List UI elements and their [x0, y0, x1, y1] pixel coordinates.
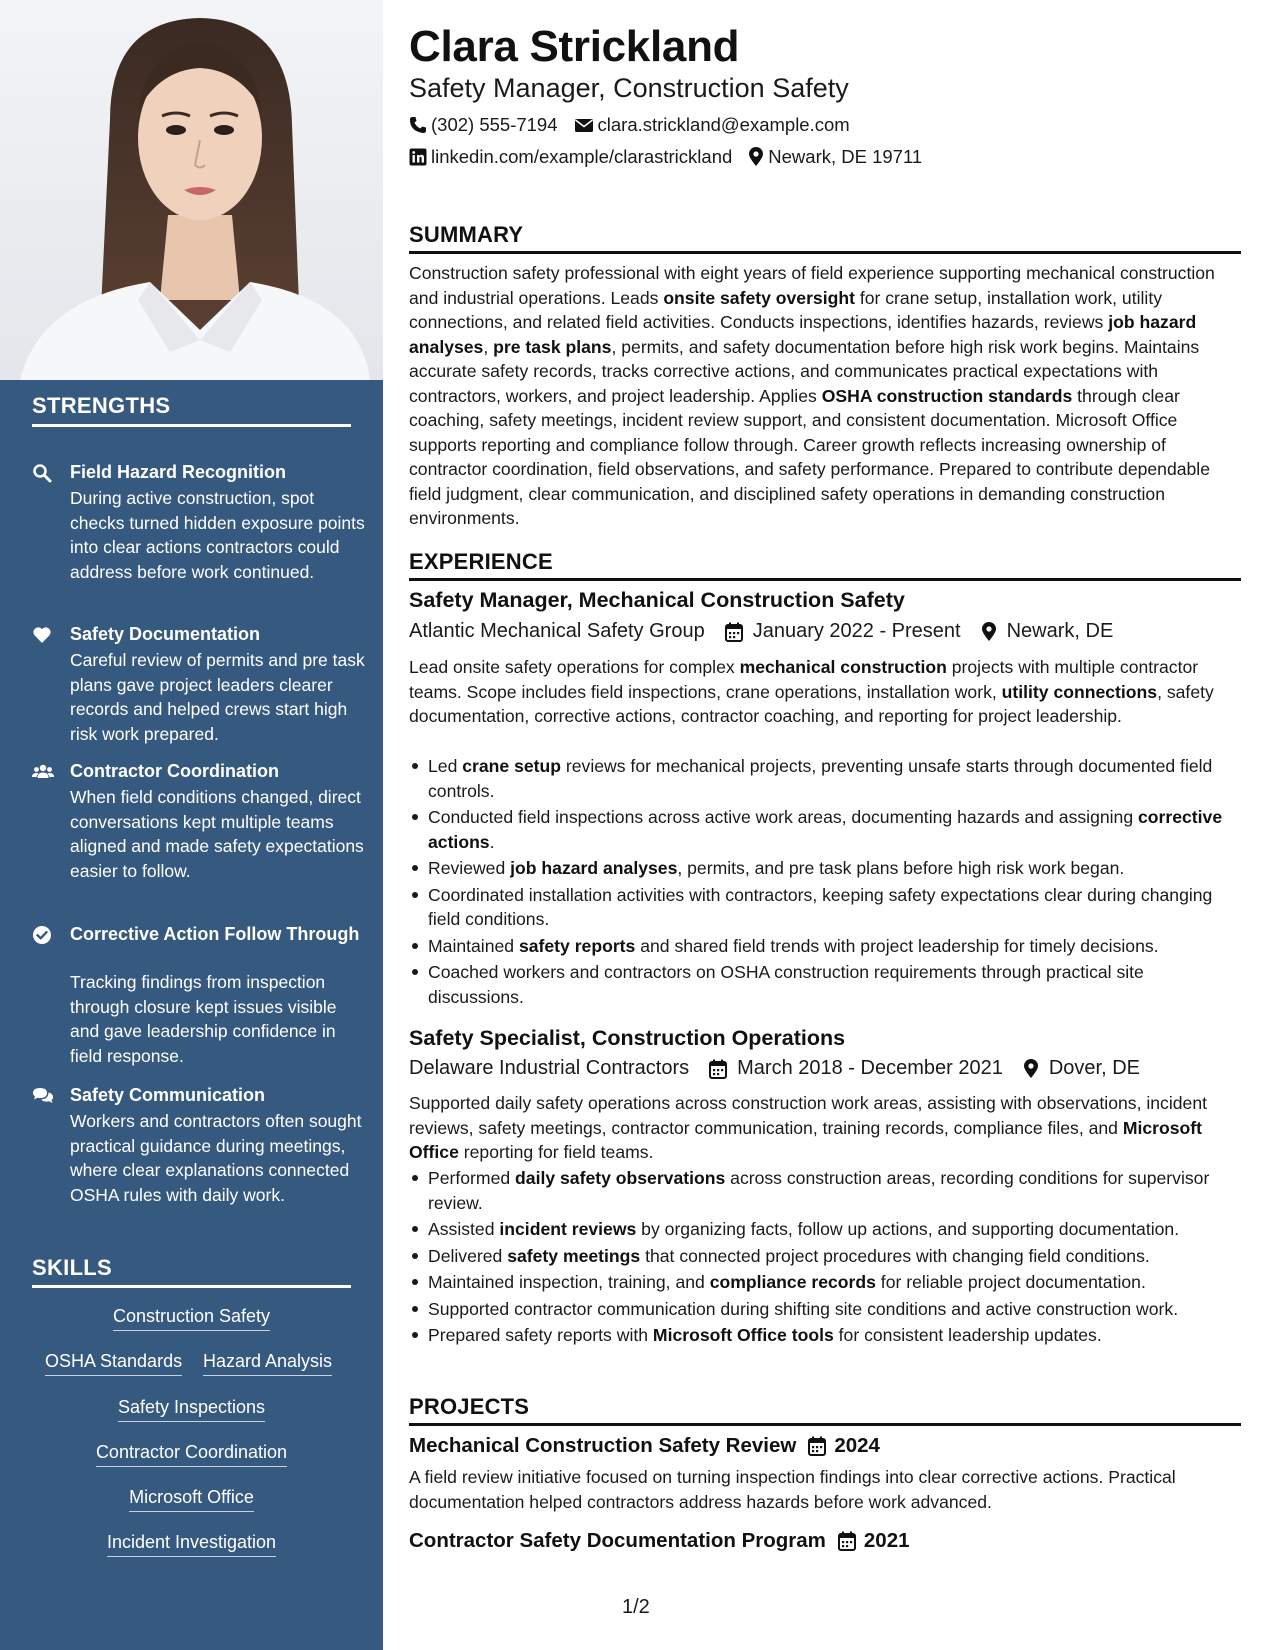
- calendar-icon: [838, 1531, 856, 1551]
- strength-title: Field Hazard Recognition: [70, 462, 287, 482]
- bullet-item: Coached workers and contractors on OSHA construction requirements through practical site discussions.: [409, 960, 1241, 1009]
- projects-divider: [409, 1423, 1241, 1426]
- bullet-item: Performed daily safety observations across construction areas, recording conditions for supervisor review.: [409, 1166, 1241, 1215]
- calendar-icon: [725, 622, 743, 642]
- project-title: Contractor Safety Documentation Program 2021: [409, 1529, 910, 1552]
- heart-icon: [32, 625, 54, 647]
- calendar-icon: [709, 1059, 727, 1079]
- job-location: Dover, DE: [1023, 1057, 1140, 1080]
- skills-heading: SKILLS: [32, 1255, 113, 1280]
- candidate-name: Clara Strickland: [409, 22, 740, 71]
- job-company: Delaware Industrial Contractors: [409, 1057, 690, 1079]
- contact-row-1: [409, 114, 866, 136]
- bullet-item: Assisted incident reviews by organizing facts, follow up actions, and supporting documentation.: [409, 1217, 1241, 1242]
- job-dates: January 2022 - Present: [725, 620, 961, 643]
- check-circle-icon: [32, 925, 54, 947]
- bullet-item: Led crane setup reviews for mechanical projects, preventing unsafe starts through documented field controls.: [409, 754, 1241, 803]
- linkedin-contact[interactable]: linkedin.com/example/clarastrickland: [409, 146, 732, 168]
- experience-heading: EXPERIENCE: [409, 549, 553, 574]
- skill-tag: Incident Investigation: [0, 1530, 383, 1557]
- page-number: 1/2: [622, 1596, 650, 1618]
- bullet-item: Maintained inspection, training, and compliance records for reliable project documentation.: [409, 1270, 1241, 1295]
- contact-row-2: [409, 146, 938, 168]
- map-pin-icon: [748, 147, 764, 167]
- job-dates: March 2018 - December 2021: [709, 1057, 1003, 1080]
- strength-description: Workers and contractors often sought practical guidance during meetings, where clear explanations connected OSHA rules with daily work.: [70, 1111, 362, 1205]
- summary-text: Construction safety professional with eight years of field experience supporting mechanical construction and industrial operations. Leads onsite safety oversight for crane setup, installation work, utility connections, and related field activities. Conducts inspections, identifies hazards, reviews job hazard analyses, pre task plans, permits, and safety documentation before high risk work begins. Maintains accurate safety records, tracks corrective actions, and communicates practical expectations with contractors, workers, and project leadership. Applies OSHA construction standards through clear coaching, safety meetings, incident review support, and consistent documentation. Microsoft Office supports reporting and compliance follow through. Career growth reflects increasing ownership of contractor coordination, field observations, and safety performance. Prepared to contribute dependable field judgment, clear communication, and disciplined safety operations in demanding construction environments.: [409, 263, 1215, 528]
- summary-divider: [409, 251, 1241, 254]
- job-bullets: [409, 1166, 1241, 1350]
- bullet-item: Maintained safety reports and shared field trends with project leadership for timely decisions.: [409, 934, 1241, 959]
- job-meta: [409, 1057, 1160, 1080]
- phone-contact[interactable]: (302) 555-7194: [409, 114, 558, 136]
- strength-description: During active construction, spot checks turned hidden exposure points into clear actions contractors could address before work continued.: [70, 488, 365, 582]
- job-description: Lead onsite safety operations for complex mechanical construction projects with multiple contractor teams. Scope includes field inspections, crane operations, installation work, utility connections, safety documentation, corrective actions, contractor coaching, and reporting for project leadership.: [409, 657, 1214, 726]
- project-title: Mechanical Construction Safety Review 2024: [409, 1434, 880, 1457]
- strength-title: Corrective Action Follow Through: [70, 924, 360, 944]
- main-content: [409, 0, 1241, 1650]
- skill-tag: Contractor Coordination: [0, 1440, 383, 1467]
- calendar-icon: [808, 1436, 826, 1456]
- summary-heading: SUMMARY: [409, 222, 524, 247]
- candidate-role: Safety Manager, Construction Safety: [409, 73, 849, 103]
- strength-description: When field conditions changed, direct conversations kept multiple teams aligned and made safety expectations easier to follow.: [70, 787, 364, 881]
- strength-title: Safety Communication: [70, 1085, 266, 1105]
- job-title: Safety Manager, Mechanical Construction Safety: [409, 588, 905, 612]
- bullet-item: Supported contractor communication during shifting site conditions and active construction work.: [409, 1297, 1241, 1322]
- bullet-item: Conducted field inspections across active work areas, documenting hazards and assigning corrective actions.: [409, 805, 1241, 854]
- users-icon: [32, 762, 54, 784]
- map-pin-icon: [981, 622, 997, 642]
- strength-description: Careful review of permits and pre task plans gave project leaders clearer records and helped crews start high risk work prepared.: [70, 650, 365, 744]
- project-year: 2021: [863, 1529, 910, 1552]
- bullet-item: Reviewed job hazard analyses, permits, and pre task plans before high risk work began.: [409, 856, 1241, 881]
- profile-photo: [0, 0, 383, 380]
- job-location: Newark, DE: [981, 620, 1114, 643]
- map-pin-icon: [1023, 1059, 1039, 1079]
- skill-tag: Microsoft Office: [0, 1485, 383, 1512]
- projects-heading: PROJECTS: [409, 1394, 530, 1419]
- strengths-heading: STRENGTHS: [32, 393, 171, 418]
- experience-divider: [409, 578, 1241, 581]
- skills-divider: [32, 1285, 351, 1288]
- strength-description: Tracking findings from inspection through closure kept issues visible and gave leadership confidence in field response.: [70, 972, 337, 1066]
- job-title: Safety Specialist, Construction Operations: [409, 1026, 846, 1050]
- phone-icon: [409, 116, 427, 134]
- skill-tag: Hazard Analysis: [203, 1349, 332, 1376]
- project-year: 2024: [834, 1434, 880, 1457]
- strength-title: Contractor Coordination: [70, 761, 279, 781]
- location-contact: Newark, DE 19711: [748, 146, 922, 168]
- search-icon: [32, 463, 54, 485]
- job-company: Atlantic Mechanical Safety Group: [409, 620, 705, 642]
- strengths-divider: [32, 424, 351, 427]
- envelope-icon: [574, 117, 594, 133]
- job-bullets: [409, 754, 1241, 1011]
- skill-tag: Construction Safety: [0, 1304, 383, 1331]
- email-contact[interactable]: clara.strickland@example.com: [574, 114, 850, 136]
- bullet-item: Prepared safety reports with Microsoft Office tools for consistent leadership updates.: [409, 1323, 1241, 1348]
- bullet-item: Delivered safety meetings that connected project procedures with changing field conditions.: [409, 1244, 1241, 1269]
- job-meta: [409, 620, 1133, 643]
- strength-title: Safety Documentation: [70, 624, 261, 644]
- comments-icon: [32, 1086, 54, 1108]
- sidebar: [0, 0, 383, 1650]
- linkedin-icon: [409, 148, 427, 166]
- project-description: A field review initiative focused on turning inspection findings into clear corrective actions. Practical documentation helped contractors address hazards before work advanced.: [409, 1467, 1176, 1512]
- skill-tag: Safety Inspections: [0, 1395, 383, 1422]
- job-description: Supported daily safety operations across construction work areas, assisting with observations, incident reviews, safety meetings, contractor communication, training records, compliance files, and Microsoft Office reporting for field teams.: [409, 1093, 1207, 1162]
- bullet-item: Coordinated installation activities with contractors, keeping safety expectations clear during changing field conditions.: [409, 883, 1241, 932]
- skill-tag: OSHA Standards: [45, 1349, 182, 1376]
